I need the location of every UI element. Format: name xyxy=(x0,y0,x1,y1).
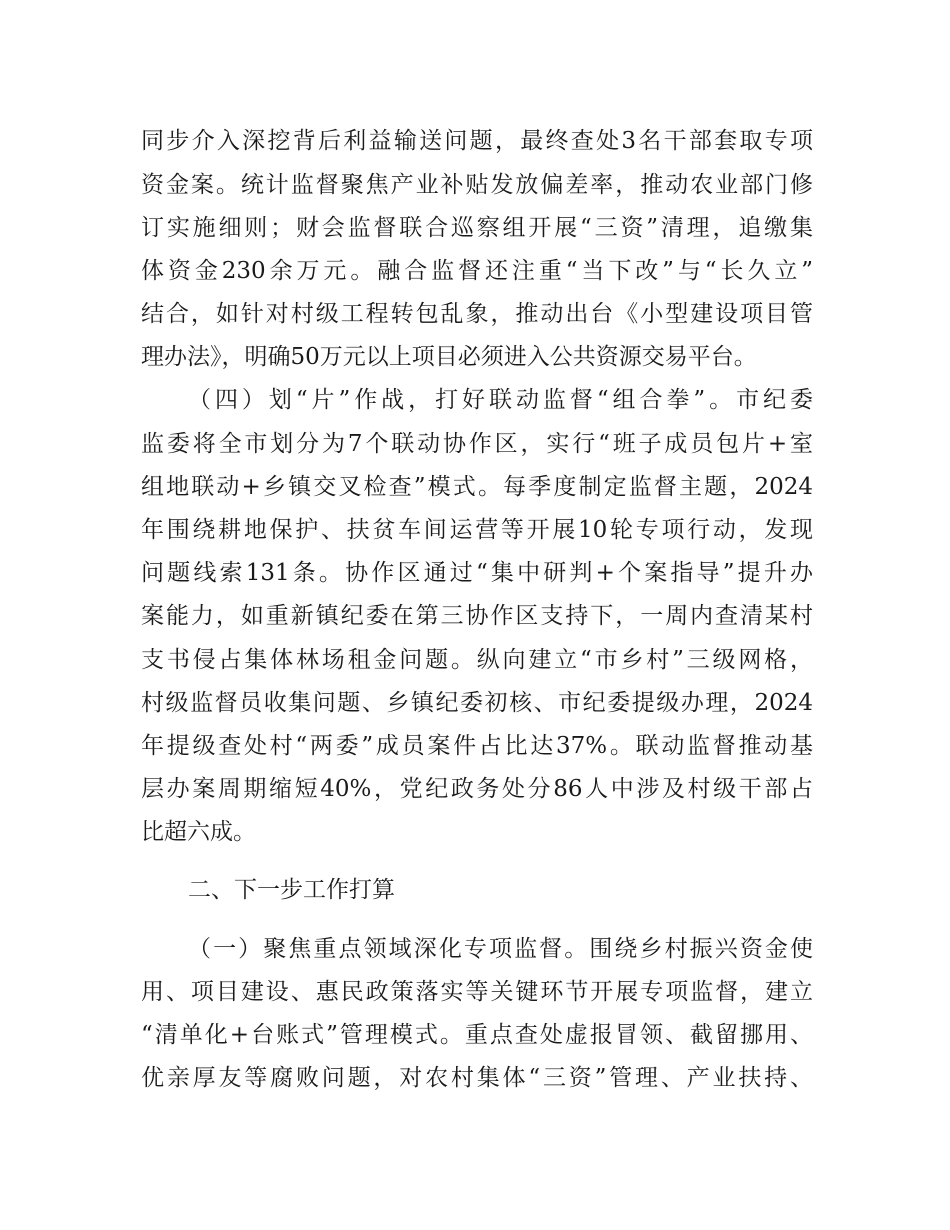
paragraph-line: 监委将全市划分为7个联动协作区，实行“班子成员包片+室 xyxy=(141,431,813,457)
section-four-heading-line: （四）划“片”作战，打好联动监督“组合拳”。市纪委 xyxy=(188,387,813,413)
paragraph-line: 年围绕耕地保护、扶贫车间运营等开展10轮专项行动，发现 xyxy=(141,517,813,543)
paragraph-line: 组地联动+乡镇交叉检查”模式。每季度制定监督主题，2024 xyxy=(141,474,813,500)
paragraph-line: 同步介入深挖背后利益输送问题，最终查处3名干部套取专项 xyxy=(141,128,813,154)
paragraph-line: “清单化+台账式”管理模式。重点查处虚报冒领、截留挪用、 xyxy=(141,1022,813,1048)
paragraph-line: 层办案周期缩短40%，党纪政务处分86人中涉及村级干部占 xyxy=(141,776,813,802)
paragraph-line: 村级监督员收集问题、乡镇纪委初核、市纪委提级办理，2024 xyxy=(141,690,813,716)
subsection-one-heading-line: （一）聚焦重点领域深化专项监督。围绕乡村振兴资金使 xyxy=(188,936,813,962)
paragraph-line: 体资金230余万元。融合监督还注重“当下改”与“长久立” xyxy=(141,258,813,284)
paragraph-line: 用、项目建设、惠民政策落实等关键环节开展专项监督，建立 xyxy=(141,979,813,1005)
section-two-heading: 二、下一步工作打算 xyxy=(188,877,395,903)
paragraph-line: 年提级查处村“两委”成员案件占比达37%。联动监督推动基 xyxy=(141,733,813,759)
paragraph-line: 比超六成。 xyxy=(141,819,256,845)
paragraph-line: 资金案。统计监督聚焦产业补贴发放偏差率，推动农业部门修 xyxy=(141,172,813,198)
paragraph-line: 案能力，如重新镇纪委在第三协作区支持下，一周内查清某村 xyxy=(141,603,813,629)
paragraph-line: 问题线索131条。协作区通过“集中研判+个案指导”提升办 xyxy=(141,560,813,586)
paragraph-line: 支书侵占集体林场租金问题。纵向建立“市乡村”三级网格， xyxy=(141,647,813,673)
paragraph-line: 结合，如针对村级工程转包乱象，推动出台《小型建设项目管 xyxy=(141,301,813,327)
paragraph-line: 订实施细则；财会监督联合巡察组开展“三资”清理，追缴集 xyxy=(141,215,813,241)
paragraph-line: 优亲厚友等腐败问题，对农村集体“三资”管理、产业扶持、 xyxy=(141,1065,813,1091)
paragraph-line: 理办法》，明确50万元以上项目必须进入公共资源交易平台。 xyxy=(141,344,757,370)
